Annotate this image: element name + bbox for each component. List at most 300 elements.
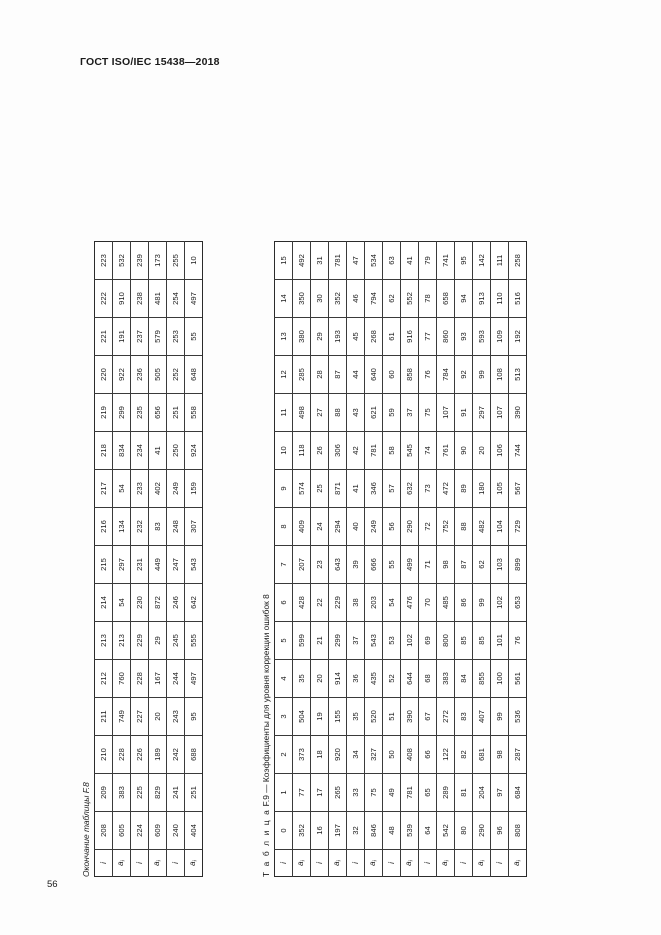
coefficient-cell: 579	[149, 318, 167, 356]
index-cell: 248	[167, 508, 185, 546]
coefficient-cell: 924	[185, 432, 203, 470]
index-cell: 245	[167, 622, 185, 660]
table-row	[95, 242, 113, 877]
coefficient-cell: 632	[401, 470, 419, 508]
coefficient-cell: 681	[473, 736, 491, 774]
index-cell: 247	[167, 546, 185, 584]
index-cell: 4	[275, 660, 293, 698]
coefficient-cell: 180	[473, 470, 491, 508]
coefficient-cell: 914	[329, 660, 347, 698]
coefficient-cell: 741	[437, 242, 455, 280]
row-label-index: i	[347, 850, 365, 877]
coefficient-cell: 543	[185, 546, 203, 584]
index-cell: 244	[167, 660, 185, 698]
coefficient-cell: 808	[509, 812, 527, 850]
index-cell: 222	[95, 280, 113, 318]
coefficient-cell: 504	[293, 698, 311, 736]
coefficient-cell: 684	[509, 774, 527, 812]
table-row	[347, 242, 365, 877]
coefficient-cell: 118	[293, 432, 311, 470]
index-cell: 253	[167, 318, 185, 356]
index-cell: 94	[455, 280, 473, 318]
index-cell: 101	[491, 622, 509, 660]
coefficient-cell: 558	[185, 394, 203, 432]
index-cell: 12	[275, 356, 293, 394]
index-cell: 22	[311, 584, 329, 622]
index-cell: 40	[347, 508, 365, 546]
coefficient-cell: 481	[149, 280, 167, 318]
index-cell: 87	[455, 546, 473, 584]
index-cell: 23	[311, 546, 329, 584]
coefficient-cell: 922	[113, 356, 131, 394]
index-cell: 37	[347, 622, 365, 660]
coefficient-cell: 472	[437, 470, 455, 508]
index-cell: 33	[347, 774, 365, 812]
coefficient-cell: 910	[113, 280, 131, 318]
table-row	[329, 242, 347, 877]
coefficient-cell: 268	[365, 318, 383, 356]
index-cell: 241	[167, 774, 185, 812]
coefficient-cell: 829	[149, 774, 167, 812]
coefficient-cell: 561	[509, 660, 527, 698]
coefficient-cell: 760	[113, 660, 131, 698]
index-cell: 230	[131, 584, 149, 622]
index-cell: 35	[347, 698, 365, 736]
table-row	[473, 242, 491, 877]
coefficient-cell: 916	[401, 318, 419, 356]
row-label-index: i	[275, 850, 293, 877]
row-label-coefficient: $a_i$	[401, 850, 419, 877]
coefficient-cell: 409	[293, 508, 311, 546]
index-cell: 237	[131, 318, 149, 356]
index-cell: 102	[491, 584, 509, 622]
index-cell: 76	[419, 356, 437, 394]
coefficient-cell: 920	[329, 736, 347, 774]
table-row	[131, 242, 149, 877]
index-cell: 10	[275, 432, 293, 470]
index-cell: 59	[383, 394, 401, 432]
index-cell: 64	[419, 812, 437, 850]
index-cell: 105	[491, 470, 509, 508]
coefficient-cell: 644	[401, 660, 419, 698]
index-cell: 7	[275, 546, 293, 584]
row-label-index: i	[311, 850, 329, 877]
index-cell: 252	[167, 356, 185, 394]
index-cell: 238	[131, 280, 149, 318]
table-f9	[274, 241, 527, 877]
row-label-index: i	[455, 850, 473, 877]
row-label-coefficient: $a_i$	[185, 850, 203, 877]
coefficient-cell: 800	[437, 622, 455, 660]
index-cell: 90	[455, 432, 473, 470]
coefficient-cell: 640	[365, 356, 383, 394]
index-cell: 220	[95, 356, 113, 394]
coefficient-cell: 285	[293, 356, 311, 394]
index-cell: 8	[275, 508, 293, 546]
index-cell: 110	[491, 280, 509, 318]
coefficient-cell: 599	[293, 622, 311, 660]
index-cell: 69	[419, 622, 437, 660]
coefficient-cell: 492	[293, 242, 311, 280]
row-label-coefficient: $a_i$	[365, 850, 383, 877]
coefficient-cell: 482	[473, 508, 491, 546]
coefficient-cell: 99	[473, 356, 491, 394]
coefficient-cell: 346	[365, 470, 383, 508]
row-label-index: i	[383, 850, 401, 877]
table-f9-caption-rest: F.9 — Коэффициенты для уровня коррекции ошибок 8	[261, 594, 271, 807]
coefficient-cell: 299	[113, 394, 131, 432]
coefficient-cell: 435	[365, 660, 383, 698]
coefficient-cell: 75	[365, 774, 383, 812]
coefficient-cell: 297	[113, 546, 131, 584]
coefficient-cell: 54	[113, 584, 131, 622]
coefficient-cell: 729	[509, 508, 527, 546]
index-cell: 19	[311, 698, 329, 736]
coefficient-cell: 352	[329, 280, 347, 318]
coefficient-cell: 542	[437, 812, 455, 850]
table-row	[113, 242, 131, 877]
index-cell: 54	[383, 584, 401, 622]
index-cell: 58	[383, 432, 401, 470]
index-cell: 221	[95, 318, 113, 356]
coefficient-cell: 83	[149, 508, 167, 546]
index-cell: 32	[347, 812, 365, 850]
index-cell: 6	[275, 584, 293, 622]
index-cell: 56	[383, 508, 401, 546]
coefficient-cell: 899	[509, 546, 527, 584]
coefficient-cell: 407	[473, 698, 491, 736]
coefficient-cell: 449	[149, 546, 167, 584]
coefficient-cell: 749	[113, 698, 131, 736]
table-f8	[94, 241, 203, 877]
row-label-index: i	[167, 850, 185, 877]
coefficient-cell: 99	[473, 584, 491, 622]
table-row	[437, 242, 455, 877]
coefficient-cell: 574	[293, 470, 311, 508]
coefficient-cell: 536	[509, 698, 527, 736]
table-row	[275, 242, 293, 877]
coefficient-cell: 167	[149, 660, 167, 698]
index-cell: 0	[275, 812, 293, 850]
coefficient-cell: 499	[401, 546, 419, 584]
index-cell: 213	[95, 622, 113, 660]
coefficient-cell: 520	[365, 698, 383, 736]
index-cell: 43	[347, 394, 365, 432]
table-row	[401, 242, 419, 877]
index-cell: 231	[131, 546, 149, 584]
index-cell: 61	[383, 318, 401, 356]
index-cell: 60	[383, 356, 401, 394]
index-cell: 218	[95, 432, 113, 470]
index-cell: 225	[131, 774, 149, 812]
table-f8-block	[82, 241, 203, 877]
coefficient-cell: 404	[185, 812, 203, 850]
index-cell: 11	[275, 394, 293, 432]
row-label-coefficient: $a_i$	[113, 850, 131, 877]
coefficient-cell: 516	[509, 280, 527, 318]
coefficient-cell: 85	[473, 622, 491, 660]
coefficient-cell: 872	[149, 584, 167, 622]
index-cell: 26	[311, 432, 329, 470]
index-cell: 88	[455, 508, 473, 546]
index-cell: 249	[167, 470, 185, 508]
index-cell: 31	[311, 242, 329, 280]
coefficient-cell: 534	[365, 242, 383, 280]
coefficient-cell: 35	[293, 660, 311, 698]
index-cell: 34	[347, 736, 365, 774]
coefficient-cell: 476	[401, 584, 419, 622]
index-cell: 211	[95, 698, 113, 736]
index-cell: 100	[491, 660, 509, 698]
index-cell: 27	[311, 394, 329, 432]
coefficient-cell: 860	[437, 318, 455, 356]
coefficient-cell: 204	[473, 774, 491, 812]
row-label-coefficient: $a_i$	[149, 850, 167, 877]
coefficient-cell: 299	[329, 622, 347, 660]
index-cell: 219	[95, 394, 113, 432]
coefficient-cell: 781	[401, 774, 419, 812]
index-cell: 72	[419, 508, 437, 546]
index-cell: 109	[491, 318, 509, 356]
index-cell: 41	[347, 470, 365, 508]
index-cell: 80	[455, 812, 473, 850]
coefficient-cell: 77	[293, 774, 311, 812]
coefficient-cell: 41	[149, 432, 167, 470]
coefficient-cell: 485	[437, 584, 455, 622]
table-row	[509, 242, 527, 877]
index-cell: 103	[491, 546, 509, 584]
coefficient-cell: 173	[149, 242, 167, 280]
coefficient-cell: 834	[113, 432, 131, 470]
coefficient-cell: 258	[509, 242, 527, 280]
index-cell: 68	[419, 660, 437, 698]
index-cell: 240	[167, 812, 185, 850]
coefficient-cell: 666	[365, 546, 383, 584]
coefficient-cell: 102	[401, 622, 419, 660]
document-header: ГОСТ ISO/IEC 15438—2018	[80, 56, 220, 68]
index-cell: 25	[311, 470, 329, 508]
coefficient-cell: 192	[509, 318, 527, 356]
table-f9-caption-prefix: Т а б л и ц а	[261, 808, 271, 877]
coefficient-cell: 913	[473, 280, 491, 318]
coefficient-cell: 41	[401, 242, 419, 280]
index-cell: 227	[131, 698, 149, 736]
index-cell: 17	[311, 774, 329, 812]
index-cell: 209	[95, 774, 113, 812]
index-cell: 29	[311, 318, 329, 356]
index-cell: 53	[383, 622, 401, 660]
coefficient-cell: 858	[401, 356, 419, 394]
index-cell: 63	[383, 242, 401, 280]
coefficient-cell: 203	[365, 584, 383, 622]
index-cell: 49	[383, 774, 401, 812]
coefficient-cell: 539	[401, 812, 419, 850]
index-cell: 21	[311, 622, 329, 660]
index-cell: 39	[347, 546, 365, 584]
index-cell: 82	[455, 736, 473, 774]
row-label-index: i	[95, 850, 113, 877]
index-cell: 65	[419, 774, 437, 812]
index-cell: 246	[167, 584, 185, 622]
coefficient-cell: 593	[473, 318, 491, 356]
index-cell: 254	[167, 280, 185, 318]
index-cell: 73	[419, 470, 437, 508]
table-row	[491, 242, 509, 877]
row-label-index: i	[419, 850, 437, 877]
coefficient-cell: 567	[509, 470, 527, 508]
coefficient-cell: 98	[437, 546, 455, 584]
coefficient-cell: 327	[365, 736, 383, 774]
index-cell: 104	[491, 508, 509, 546]
coefficient-cell: 744	[509, 432, 527, 470]
index-cell: 3	[275, 698, 293, 736]
index-cell: 243	[167, 698, 185, 736]
coefficient-cell: 648	[185, 356, 203, 394]
coefficient-cell: 297	[473, 394, 491, 432]
index-cell: 99	[491, 698, 509, 736]
coefficient-cell: 213	[113, 622, 131, 660]
index-cell: 229	[131, 622, 149, 660]
coefficient-cell: 159	[185, 470, 203, 508]
index-cell: 255	[167, 242, 185, 280]
coefficient-cell: 290	[473, 812, 491, 850]
index-cell: 212	[95, 660, 113, 698]
coefficient-cell: 688	[185, 736, 203, 774]
coefficient-cell: 383	[437, 660, 455, 698]
index-cell: 111	[491, 242, 509, 280]
coefficient-cell: 402	[149, 470, 167, 508]
index-cell: 97	[491, 774, 509, 812]
index-cell: 75	[419, 394, 437, 432]
index-cell: 216	[95, 508, 113, 546]
coefficient-cell: 29	[149, 622, 167, 660]
index-cell: 228	[131, 660, 149, 698]
coefficient-cell: 543	[365, 622, 383, 660]
row-label-coefficient: $a_i$	[329, 850, 347, 877]
index-cell: 250	[167, 432, 185, 470]
index-cell: 13	[275, 318, 293, 356]
coefficient-cell: 552	[401, 280, 419, 318]
index-cell: 89	[455, 470, 473, 508]
coefficient-cell: 497	[185, 280, 203, 318]
row-label-coefficient: $a_i$	[437, 850, 455, 877]
coefficient-cell: 249	[365, 508, 383, 546]
index-cell: 239	[131, 242, 149, 280]
index-cell: 55	[383, 546, 401, 584]
coefficient-cell: 142	[473, 242, 491, 280]
table-row	[149, 242, 167, 877]
index-cell: 81	[455, 774, 473, 812]
coefficient-cell: 605	[113, 812, 131, 850]
index-cell: 57	[383, 470, 401, 508]
coefficient-cell: 191	[113, 318, 131, 356]
index-cell: 92	[455, 356, 473, 394]
index-cell: 78	[419, 280, 437, 318]
row-label-coefficient: $a_i$	[473, 850, 491, 877]
coefficient-cell: 20	[149, 698, 167, 736]
index-cell: 93	[455, 318, 473, 356]
coefficient-cell: 390	[509, 394, 527, 432]
table-row	[311, 242, 329, 877]
coefficient-cell: 383	[113, 774, 131, 812]
index-cell: 224	[131, 812, 149, 850]
coefficient-cell: 781	[365, 432, 383, 470]
coefficient-cell: 122	[437, 736, 455, 774]
coefficient-cell: 107	[437, 394, 455, 432]
coefficient-cell: 290	[401, 508, 419, 546]
index-cell: 44	[347, 356, 365, 394]
index-cell: 86	[455, 584, 473, 622]
index-cell: 108	[491, 356, 509, 394]
coefficient-cell: 251	[185, 774, 203, 812]
coefficient-cell: 555	[185, 622, 203, 660]
index-cell: 47	[347, 242, 365, 280]
coefficient-cell: 653	[509, 584, 527, 622]
coefficient-cell: 497	[185, 660, 203, 698]
index-cell: 95	[455, 242, 473, 280]
index-cell: 79	[419, 242, 437, 280]
index-cell: 242	[167, 736, 185, 774]
coefficient-cell: 794	[365, 280, 383, 318]
coefficient-cell: 498	[293, 394, 311, 432]
table-f9-caption	[262, 241, 271, 877]
index-cell: 70	[419, 584, 437, 622]
index-cell: 214	[95, 584, 113, 622]
coefficient-cell: 134	[113, 508, 131, 546]
index-cell: 24	[311, 508, 329, 546]
row-label-coefficient: $a_i$	[509, 850, 527, 877]
coefficient-cell: 197	[329, 812, 347, 850]
table-row	[455, 242, 473, 877]
index-cell: 48	[383, 812, 401, 850]
index-cell: 233	[131, 470, 149, 508]
coefficient-cell: 272	[437, 698, 455, 736]
coefficient-cell: 207	[293, 546, 311, 584]
table-row	[293, 242, 311, 877]
index-cell: 42	[347, 432, 365, 470]
index-cell: 28	[311, 356, 329, 394]
table-row	[419, 242, 437, 877]
index-cell: 217	[95, 470, 113, 508]
index-cell: 62	[383, 280, 401, 318]
index-cell: 236	[131, 356, 149, 394]
index-cell: 235	[131, 394, 149, 432]
coefficient-cell: 54	[113, 470, 131, 508]
coefficient-cell: 846	[365, 812, 383, 850]
index-cell: 51	[383, 698, 401, 736]
index-cell: 46	[347, 280, 365, 318]
coefficient-cell: 155	[329, 698, 347, 736]
page-number: 56	[47, 879, 58, 890]
coefficient-cell: 55	[185, 318, 203, 356]
index-cell: 107	[491, 394, 509, 432]
coefficient-cell: 37	[401, 394, 419, 432]
coefficient-cell: 752	[437, 508, 455, 546]
index-cell: 223	[95, 242, 113, 280]
index-cell: 83	[455, 698, 473, 736]
coefficient-cell: 781	[329, 242, 347, 280]
coefficient-cell: 621	[365, 394, 383, 432]
coefficient-cell: 390	[401, 698, 419, 736]
coefficient-cell: 784	[437, 356, 455, 394]
coefficient-cell: 20	[473, 432, 491, 470]
coefficient-cell: 229	[329, 584, 347, 622]
coefficient-cell: 380	[293, 318, 311, 356]
coefficient-cell: 294	[329, 508, 347, 546]
table-row	[167, 242, 185, 877]
coefficient-cell: 95	[185, 698, 203, 736]
index-cell: 98	[491, 736, 509, 774]
